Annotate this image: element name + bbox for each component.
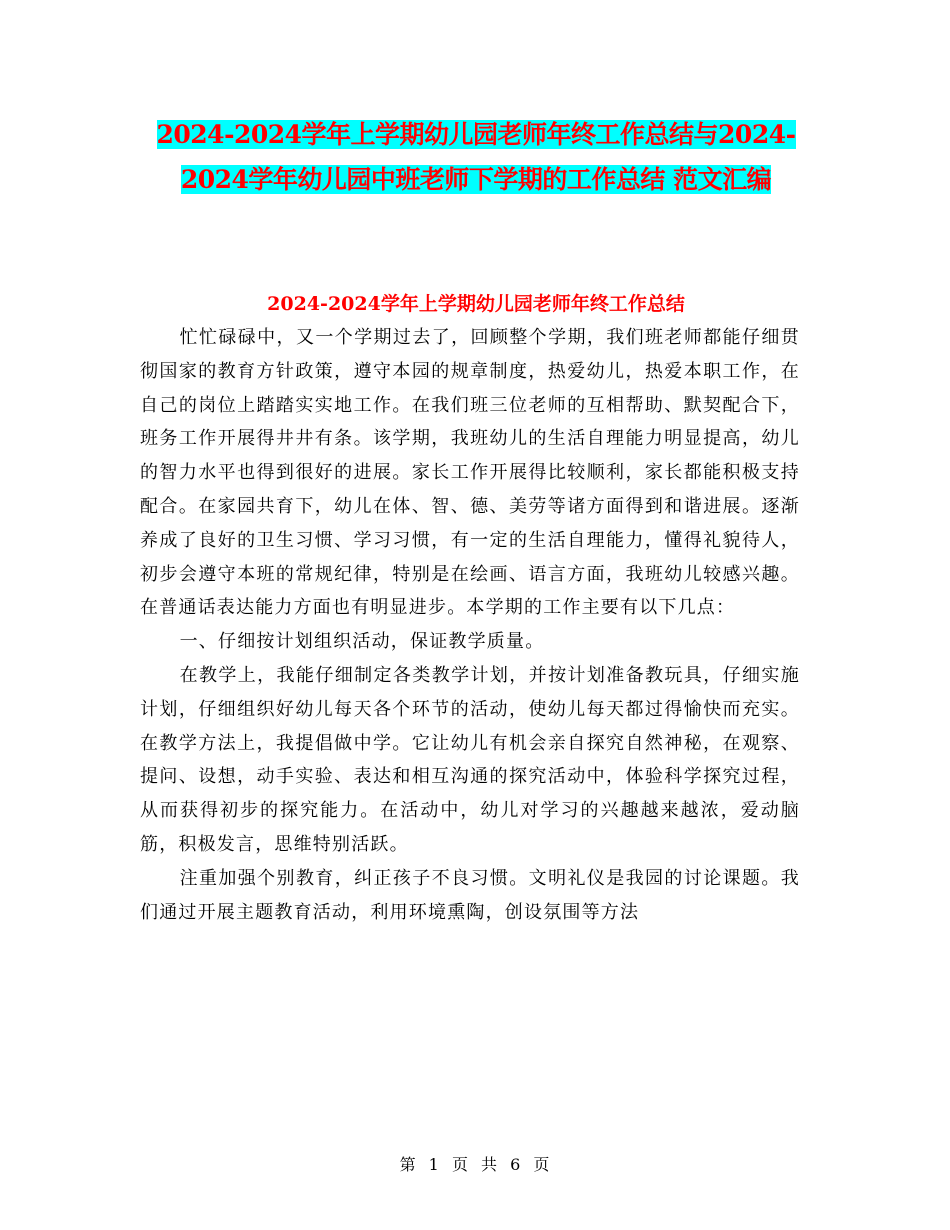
document-title-text: 2024-2024学年上学期幼儿园老师年终工作总结与2024-2024学年幼儿园中班老师下学期的工作总结 范文汇编 [156,120,796,194]
paragraph-heading-1: 一、仔细按计划组织活动，保证教学质量。 [179,631,545,653]
paragraph-teaching: 在教学上，我能仔细制定各类教学计划，并按计划准备教玩具，仔细实施计划，仔细组织好幼儿每天各个环节的活动，使幼儿每天都过得愉快而充实。在教学方法上，我提倡做中学。它让幼儿有机会亲自探究自然神秘，在观察、提问、设想，动手实验、表达和相互沟通的探究活动中，体验科学探究过程，从而获得初步的探究能力。在活动中，幼儿对学习的兴趣越来越浓，爱动脑筋，积极发言，思维特别活跃。 [140,664,800,855]
section-title: 2024-2024学年上学期幼儿园老师年终工作总结 [267,293,685,315]
paragraph-individual-education: 注重加强个别教育，纠正孩子不良习惯。文明礼仪是我园的讨论课题。我们通过开展主题教育活动，利用环境熏陶，创设氛围等方法 [140,867,800,923]
page-footer: 第 1 页 共 6 页 [399,1155,551,1174]
document-title [140,112,812,202]
document-body [140,321,800,929]
paragraph-intro: 忙忙碌碌中，又一个学期过去了，回顾整个学期，我们班老师都能仔细贯彻国家的教育方针政策，遵守本园的规章制度，热爱幼儿，热爱本职工作，在自己的岗位上踏踏实实地工作。在我们班三位老师的互相帮助、默契配合下，班务工作开展得井井有条。该学期，我班幼儿的生活自理能力明显提高，幼儿的智力水平也得到很好的进展。家长工作开展得比较顺利，家长都能积极支持配合。在家园共育下，幼儿在体、智、德、美劳等诸方面得到和谐进展。逐渐养成了良好的卫生习惯、学习习惯，有一定的生活自理能力，懂得礼貌待人，初步会遵守本班的常规纪律，特别是在绘画、语言方面，我班幼儿较感兴趣。在普通话表达能力方面也有明显进步。本学期的工作主要有以下几点： [140,327,800,619]
